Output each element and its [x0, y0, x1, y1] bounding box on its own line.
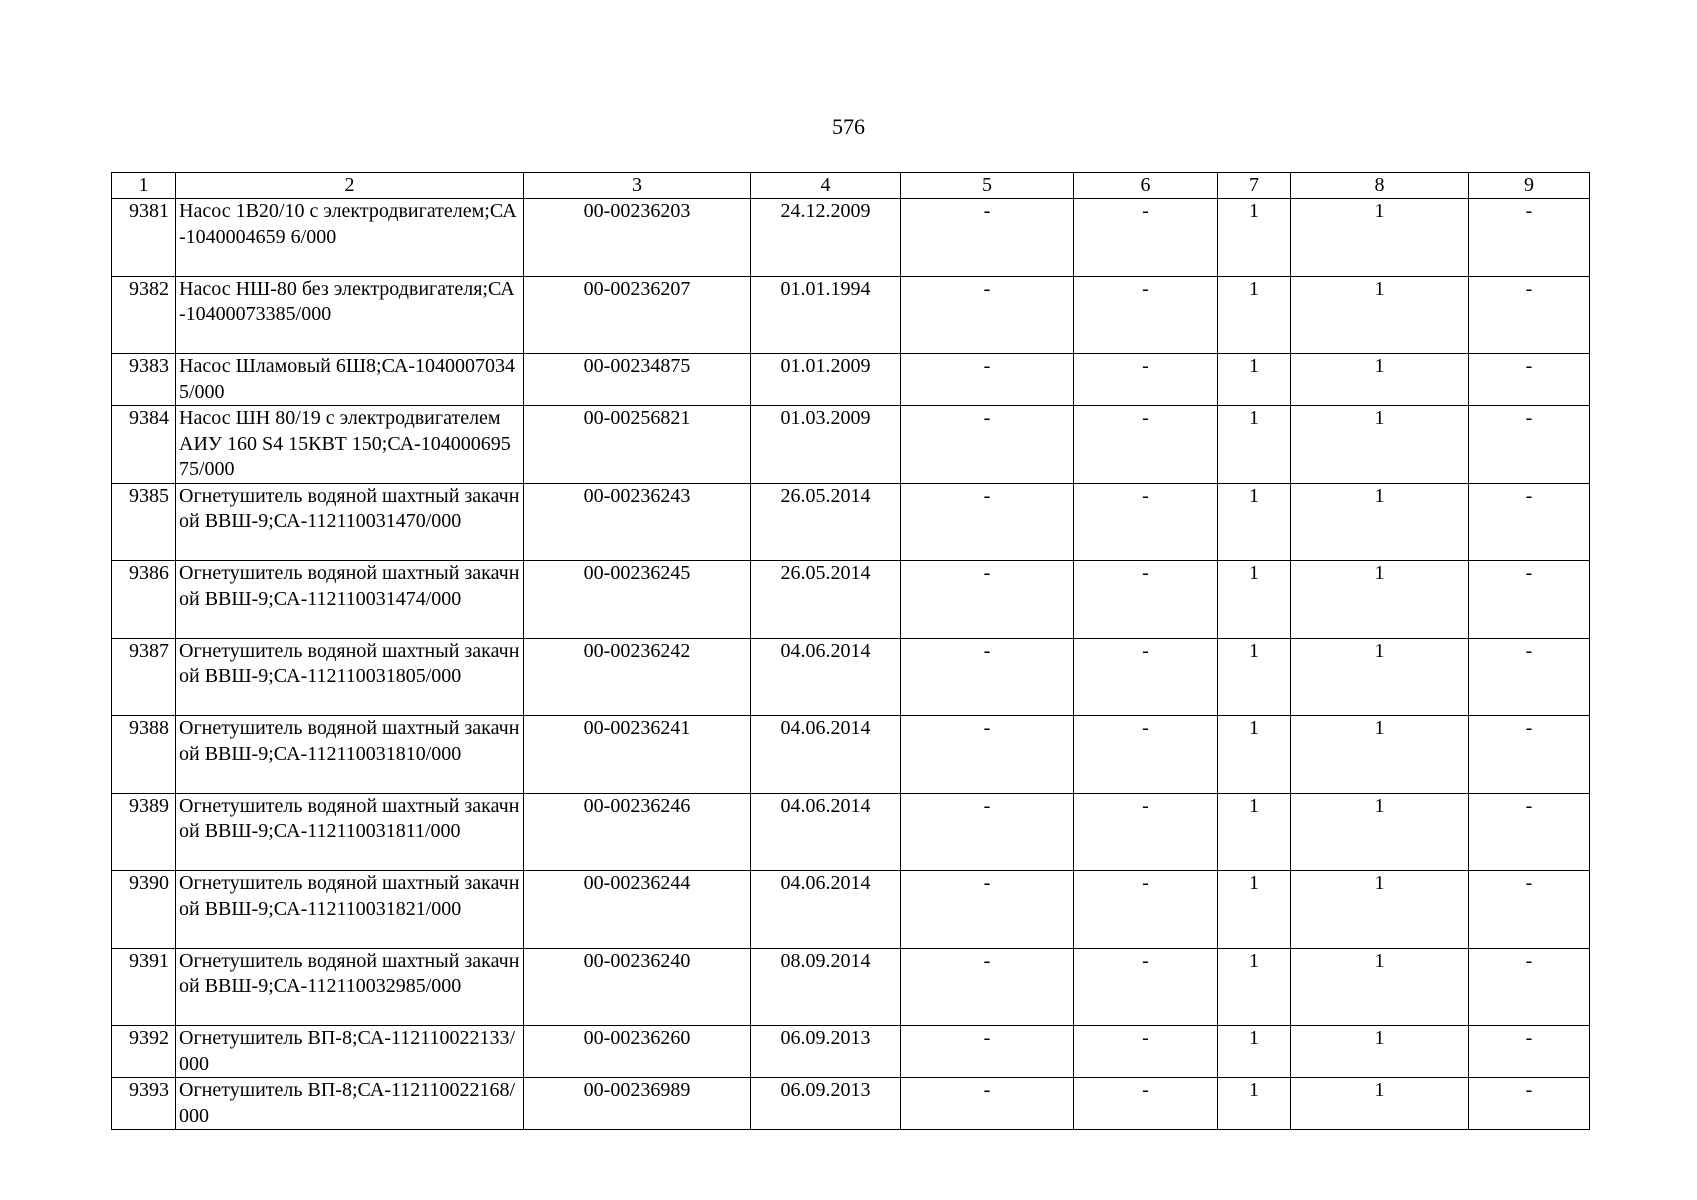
- col9-cell: -: [1469, 276, 1590, 354]
- col8-cell: 1: [1291, 638, 1469, 716]
- col8-cell: 1: [1291, 406, 1469, 484]
- inventory-code-cell: 00-00234875: [524, 354, 751, 406]
- col7-cell: 1: [1218, 871, 1291, 949]
- table-row: [112, 1026, 1590, 1078]
- col7-cell: 1: [1218, 276, 1291, 354]
- col8-cell: 1: [1291, 561, 1469, 639]
- page-number: 576: [832, 114, 865, 139]
- row-number-cell: 9386: [112, 561, 176, 639]
- col5-cell: -: [901, 483, 1074, 561]
- col6-cell: -: [1074, 276, 1218, 354]
- col7-cell: 1: [1218, 483, 1291, 561]
- col5-cell: -: [901, 716, 1074, 794]
- row-number-cell: 9392: [112, 1026, 176, 1078]
- row-number-cell: 9382: [112, 276, 176, 354]
- item-name-cell: Огнетушитель водяной шахтный закачной ВВШ-9;СА-112110031470/000: [176, 483, 524, 561]
- column-header: 9: [1469, 173, 1590, 199]
- col9-cell: -: [1469, 638, 1590, 716]
- col5-cell: -: [901, 276, 1074, 354]
- col5-cell: -: [901, 561, 1074, 639]
- table-row: [112, 1078, 1590, 1130]
- item-name-cell: Огнетушитель водяной шахтный закачной ВВШ-9;СА-112110031811/000: [176, 793, 524, 871]
- col7-cell: 1: [1218, 948, 1291, 1026]
- row-number-cell: 9389: [112, 793, 176, 871]
- asset-table: [111, 172, 1590, 1130]
- column-header: 5: [901, 173, 1074, 199]
- row-number-cell: 9385: [112, 483, 176, 561]
- col8-cell: 1: [1291, 1026, 1469, 1078]
- col8-cell: 1: [1291, 948, 1469, 1026]
- table-row: [112, 871, 1590, 949]
- row-number-cell: 9383: [112, 354, 176, 406]
- col8-cell: 1: [1291, 199, 1469, 277]
- date-cell: 04.06.2014: [751, 716, 901, 794]
- col9-cell: -: [1469, 1078, 1590, 1130]
- col5-cell: -: [901, 793, 1074, 871]
- row-number-cell: 9388: [112, 716, 176, 794]
- item-name-cell: Насос ШН 80/19 с электродвигателем АИУ 160 S4 15КВТ 150;СА-10400069575/000: [176, 406, 524, 484]
- column-header: 7: [1218, 173, 1291, 199]
- col6-cell: -: [1074, 199, 1218, 277]
- col9-cell: -: [1469, 561, 1590, 639]
- item-name-cell: Огнетушитель водяной шахтный закачной ВВШ-9;СА-112110031810/000: [176, 716, 524, 794]
- date-cell: 06.09.2013: [751, 1026, 901, 1078]
- inventory-code-cell: 00-00236260: [524, 1026, 751, 1078]
- item-name-cell: Огнетушитель ВП-8;СА-112110022133/000: [176, 1026, 524, 1078]
- col8-cell: 1: [1291, 1078, 1469, 1130]
- col9-cell: -: [1469, 406, 1590, 484]
- col9-cell: -: [1469, 1026, 1590, 1078]
- col6-cell: -: [1074, 483, 1218, 561]
- inventory-code-cell: 00-00236203: [524, 199, 751, 277]
- inventory-code-cell: 00-00236242: [524, 638, 751, 716]
- col5-cell: -: [901, 871, 1074, 949]
- date-cell: 08.09.2014: [751, 948, 901, 1026]
- col7-cell: 1: [1218, 406, 1291, 484]
- col6-cell: -: [1074, 1026, 1218, 1078]
- date-cell: 06.09.2013: [751, 1078, 901, 1130]
- table-row: [112, 793, 1590, 871]
- date-cell: 26.05.2014: [751, 561, 901, 639]
- column-header: 6: [1074, 173, 1218, 199]
- col7-cell: 1: [1218, 638, 1291, 716]
- date-cell: 04.06.2014: [751, 793, 901, 871]
- item-name-cell: Насос 1В20/10 с электродвигателем;СА-1040004659 6/000: [176, 199, 524, 277]
- table-row: [112, 561, 1590, 639]
- date-cell: 24.12.2009: [751, 199, 901, 277]
- date-cell: 01.01.2009: [751, 354, 901, 406]
- col9-cell: -: [1469, 716, 1590, 794]
- col7-cell: 1: [1218, 1078, 1291, 1130]
- col9-cell: -: [1469, 483, 1590, 561]
- column-header: 1: [112, 173, 176, 199]
- col6-cell: -: [1074, 1078, 1218, 1130]
- header-row: [112, 173, 1590, 199]
- table-row: [112, 483, 1590, 561]
- col8-cell: 1: [1291, 793, 1469, 871]
- table-row: [112, 199, 1590, 277]
- col6-cell: -: [1074, 406, 1218, 484]
- col9-cell: -: [1469, 199, 1590, 277]
- inventory-code-cell: 00-00236989: [524, 1078, 751, 1130]
- row-number-cell: 9391: [112, 948, 176, 1026]
- col6-cell: -: [1074, 871, 1218, 949]
- table-body: [112, 199, 1590, 1130]
- col7-cell: 1: [1218, 1026, 1291, 1078]
- row-number-cell: 9384: [112, 406, 176, 484]
- date-cell: 04.06.2014: [751, 871, 901, 949]
- inventory-code-cell: 00-00236241: [524, 716, 751, 794]
- row-number-cell: 9387: [112, 638, 176, 716]
- col7-cell: 1: [1218, 354, 1291, 406]
- col9-cell: -: [1469, 871, 1590, 949]
- inventory-code-cell: 00-00236240: [524, 948, 751, 1026]
- col6-cell: -: [1074, 638, 1218, 716]
- col6-cell: -: [1074, 716, 1218, 794]
- table-row: [112, 948, 1590, 1026]
- table-row: [112, 406, 1590, 484]
- column-header: 3: [524, 173, 751, 199]
- table-row: [112, 716, 1590, 794]
- item-name-cell: Огнетушитель водяной шахтный закачной ВВШ-9;СА-112110031821/000: [176, 871, 524, 949]
- col7-cell: 1: [1218, 793, 1291, 871]
- col6-cell: -: [1074, 793, 1218, 871]
- item-name-cell: Насос НШ-80 без электродвигателя;СА-10400073385/000: [176, 276, 524, 354]
- inventory-code-cell: 00-00236243: [524, 483, 751, 561]
- col8-cell: 1: [1291, 354, 1469, 406]
- col9-cell: -: [1469, 354, 1590, 406]
- col8-cell: 1: [1291, 716, 1469, 794]
- col7-cell: 1: [1218, 199, 1291, 277]
- col5-cell: -: [901, 638, 1074, 716]
- date-cell: 26.05.2014: [751, 483, 901, 561]
- col9-cell: -: [1469, 793, 1590, 871]
- col5-cell: -: [901, 199, 1074, 277]
- col5-cell: -: [901, 1026, 1074, 1078]
- column-header: 8: [1291, 173, 1469, 199]
- column-header: 2: [176, 173, 524, 199]
- item-name-cell: Огнетушитель водяной шахтный закачной ВВШ-9;СА-112110032985/000: [176, 948, 524, 1026]
- col9-cell: -: [1469, 948, 1590, 1026]
- col7-cell: 1: [1218, 561, 1291, 639]
- row-number-cell: 9381: [112, 199, 176, 277]
- table-row: [112, 276, 1590, 354]
- date-cell: 01.03.2009: [751, 406, 901, 484]
- table-row: [112, 638, 1590, 716]
- inventory-code-cell: 00-00236244: [524, 871, 751, 949]
- item-name-cell: Огнетушитель водяной шахтный закачной ВВШ-9;СА-112110031805/000: [176, 638, 524, 716]
- date-cell: 04.06.2014: [751, 638, 901, 716]
- col8-cell: 1: [1291, 483, 1469, 561]
- col6-cell: -: [1074, 354, 1218, 406]
- inventory-code-cell: 00-00256821: [524, 406, 751, 484]
- col5-cell: -: [901, 1078, 1074, 1130]
- col8-cell: 1: [1291, 276, 1469, 354]
- item-name-cell: Насос Шламовый 6Ш8;СА-10400070345/000: [176, 354, 524, 406]
- item-name-cell: Огнетушитель водяной шахтный закачной ВВШ-9;СА-112110031474/000: [176, 561, 524, 639]
- item-name-cell: Огнетушитель ВП-8;СА-112110022168/000: [176, 1078, 524, 1130]
- table-row: [112, 354, 1590, 406]
- col5-cell: -: [901, 354, 1074, 406]
- row-number-cell: 9393: [112, 1078, 176, 1130]
- col8-cell: 1: [1291, 871, 1469, 949]
- col6-cell: -: [1074, 561, 1218, 639]
- col6-cell: -: [1074, 948, 1218, 1026]
- col5-cell: -: [901, 948, 1074, 1026]
- inventory-code-cell: 00-00236245: [524, 561, 751, 639]
- col7-cell: 1: [1218, 716, 1291, 794]
- inventory-code-cell: 00-00236207: [524, 276, 751, 354]
- row-number-cell: 9390: [112, 871, 176, 949]
- column-header: 4: [751, 173, 901, 199]
- inventory-code-cell: 00-00236246: [524, 793, 751, 871]
- col5-cell: -: [901, 406, 1074, 484]
- date-cell: 01.01.1994: [751, 276, 901, 354]
